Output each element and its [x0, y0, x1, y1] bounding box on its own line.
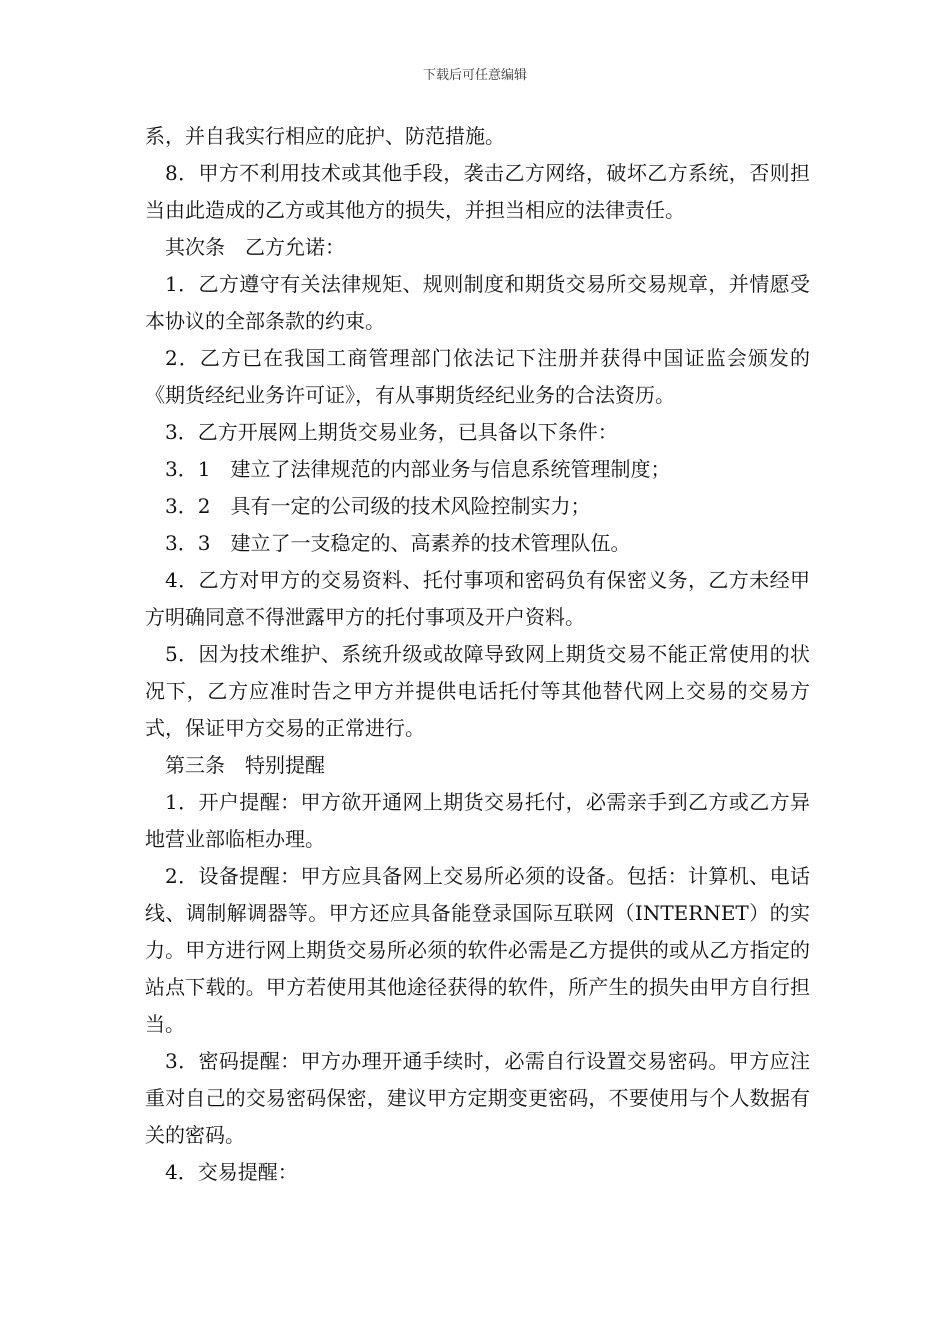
paragraph-3-3: 3．密码提醒：甲方办理开通手续时，必需自行设置交易密码。甲方应注重对自己的交易密码保密，建议甲方定期变更密码，不要使用与个人数据有关的密码。: [145, 1049, 810, 1147]
paragraph-2-3-2: 3．2 具有一定的公司级的技术风险控制实力；: [165, 494, 591, 518]
paragraph-2-2: 2．乙方已在我国工商管理部门依法记下注册并获得中国证监会颁发的《期货经纪业务许可证》，有从事期货经纪业务的合法资历。: [145, 346, 810, 407]
document-body: [145, 118, 810, 1191]
paragraph-clause-8: 8．甲方不利用技术或其他手段，袭击乙方网络，破坏乙方系统，否则担当由此造成的乙方或其他方的损失，并担当相应的法律责任。: [145, 161, 810, 222]
page-header: 下载后可任意编辑: [422, 68, 527, 83]
paragraph-2-3: 3．乙方开展网上期货交易业务，已具备以下条件：: [165, 420, 618, 444]
paragraph-2-1: 1．乙方遵守有关法律规矩、规则制度和期货交易所交易规章，并情愿受本协议的全部条款的约束。: [145, 272, 810, 333]
paragraph-2-3-3: 3．3 建立了一支稳定的、高素养的技术管理队伍。: [165, 531, 631, 555]
paragraph-3-2: 2．设备提醒：甲方应具备网上交易所必须的设备。包括：计算机、电话线、调制解调器等。甲方还应具备能登录国际互联网（INTERNET）的实力。甲方进行网上期货交易所必须的软件必需是乙方提供的或从乙方指定的站点下载的。甲方若使用其他途径获得的软件，所产生的损失由甲方自行担当。: [145, 864, 810, 1036]
paragraph-0: 系，并自我实行相应的庇护、防范措施。: [145, 124, 505, 148]
section-heading-3: 第三条 特别提醒: [165, 753, 325, 777]
section-heading-2: 其次条 乙方允诺：: [165, 235, 345, 259]
paragraph-2-5: 5．因为技术维护、系统升级或故障导致网上期货交易不能正常使用的状况下，乙方应准时告之甲方并提供电话托付等其他替代网上交易的交易方式，保证甲方交易的正常进行。: [145, 642, 810, 740]
paragraph-3-4: 4．交易提醒：: [165, 1160, 298, 1184]
paragraph-2-4: 4．乙方对甲方的交易资料、托付事项和密码负有保密义务，乙方未经甲方明确同意不得泄露甲方的托付事项及开户资料。: [145, 568, 810, 629]
paragraph-3-1: 1．开户提醒：甲方欲开通网上期货交易托付，必需亲手到乙方或乙方异地营业部临柜办理。: [145, 790, 810, 851]
paragraph-2-3-1: 3．1 建立了法律规范的内部业务与信息系统管理制度；: [165, 457, 671, 481]
